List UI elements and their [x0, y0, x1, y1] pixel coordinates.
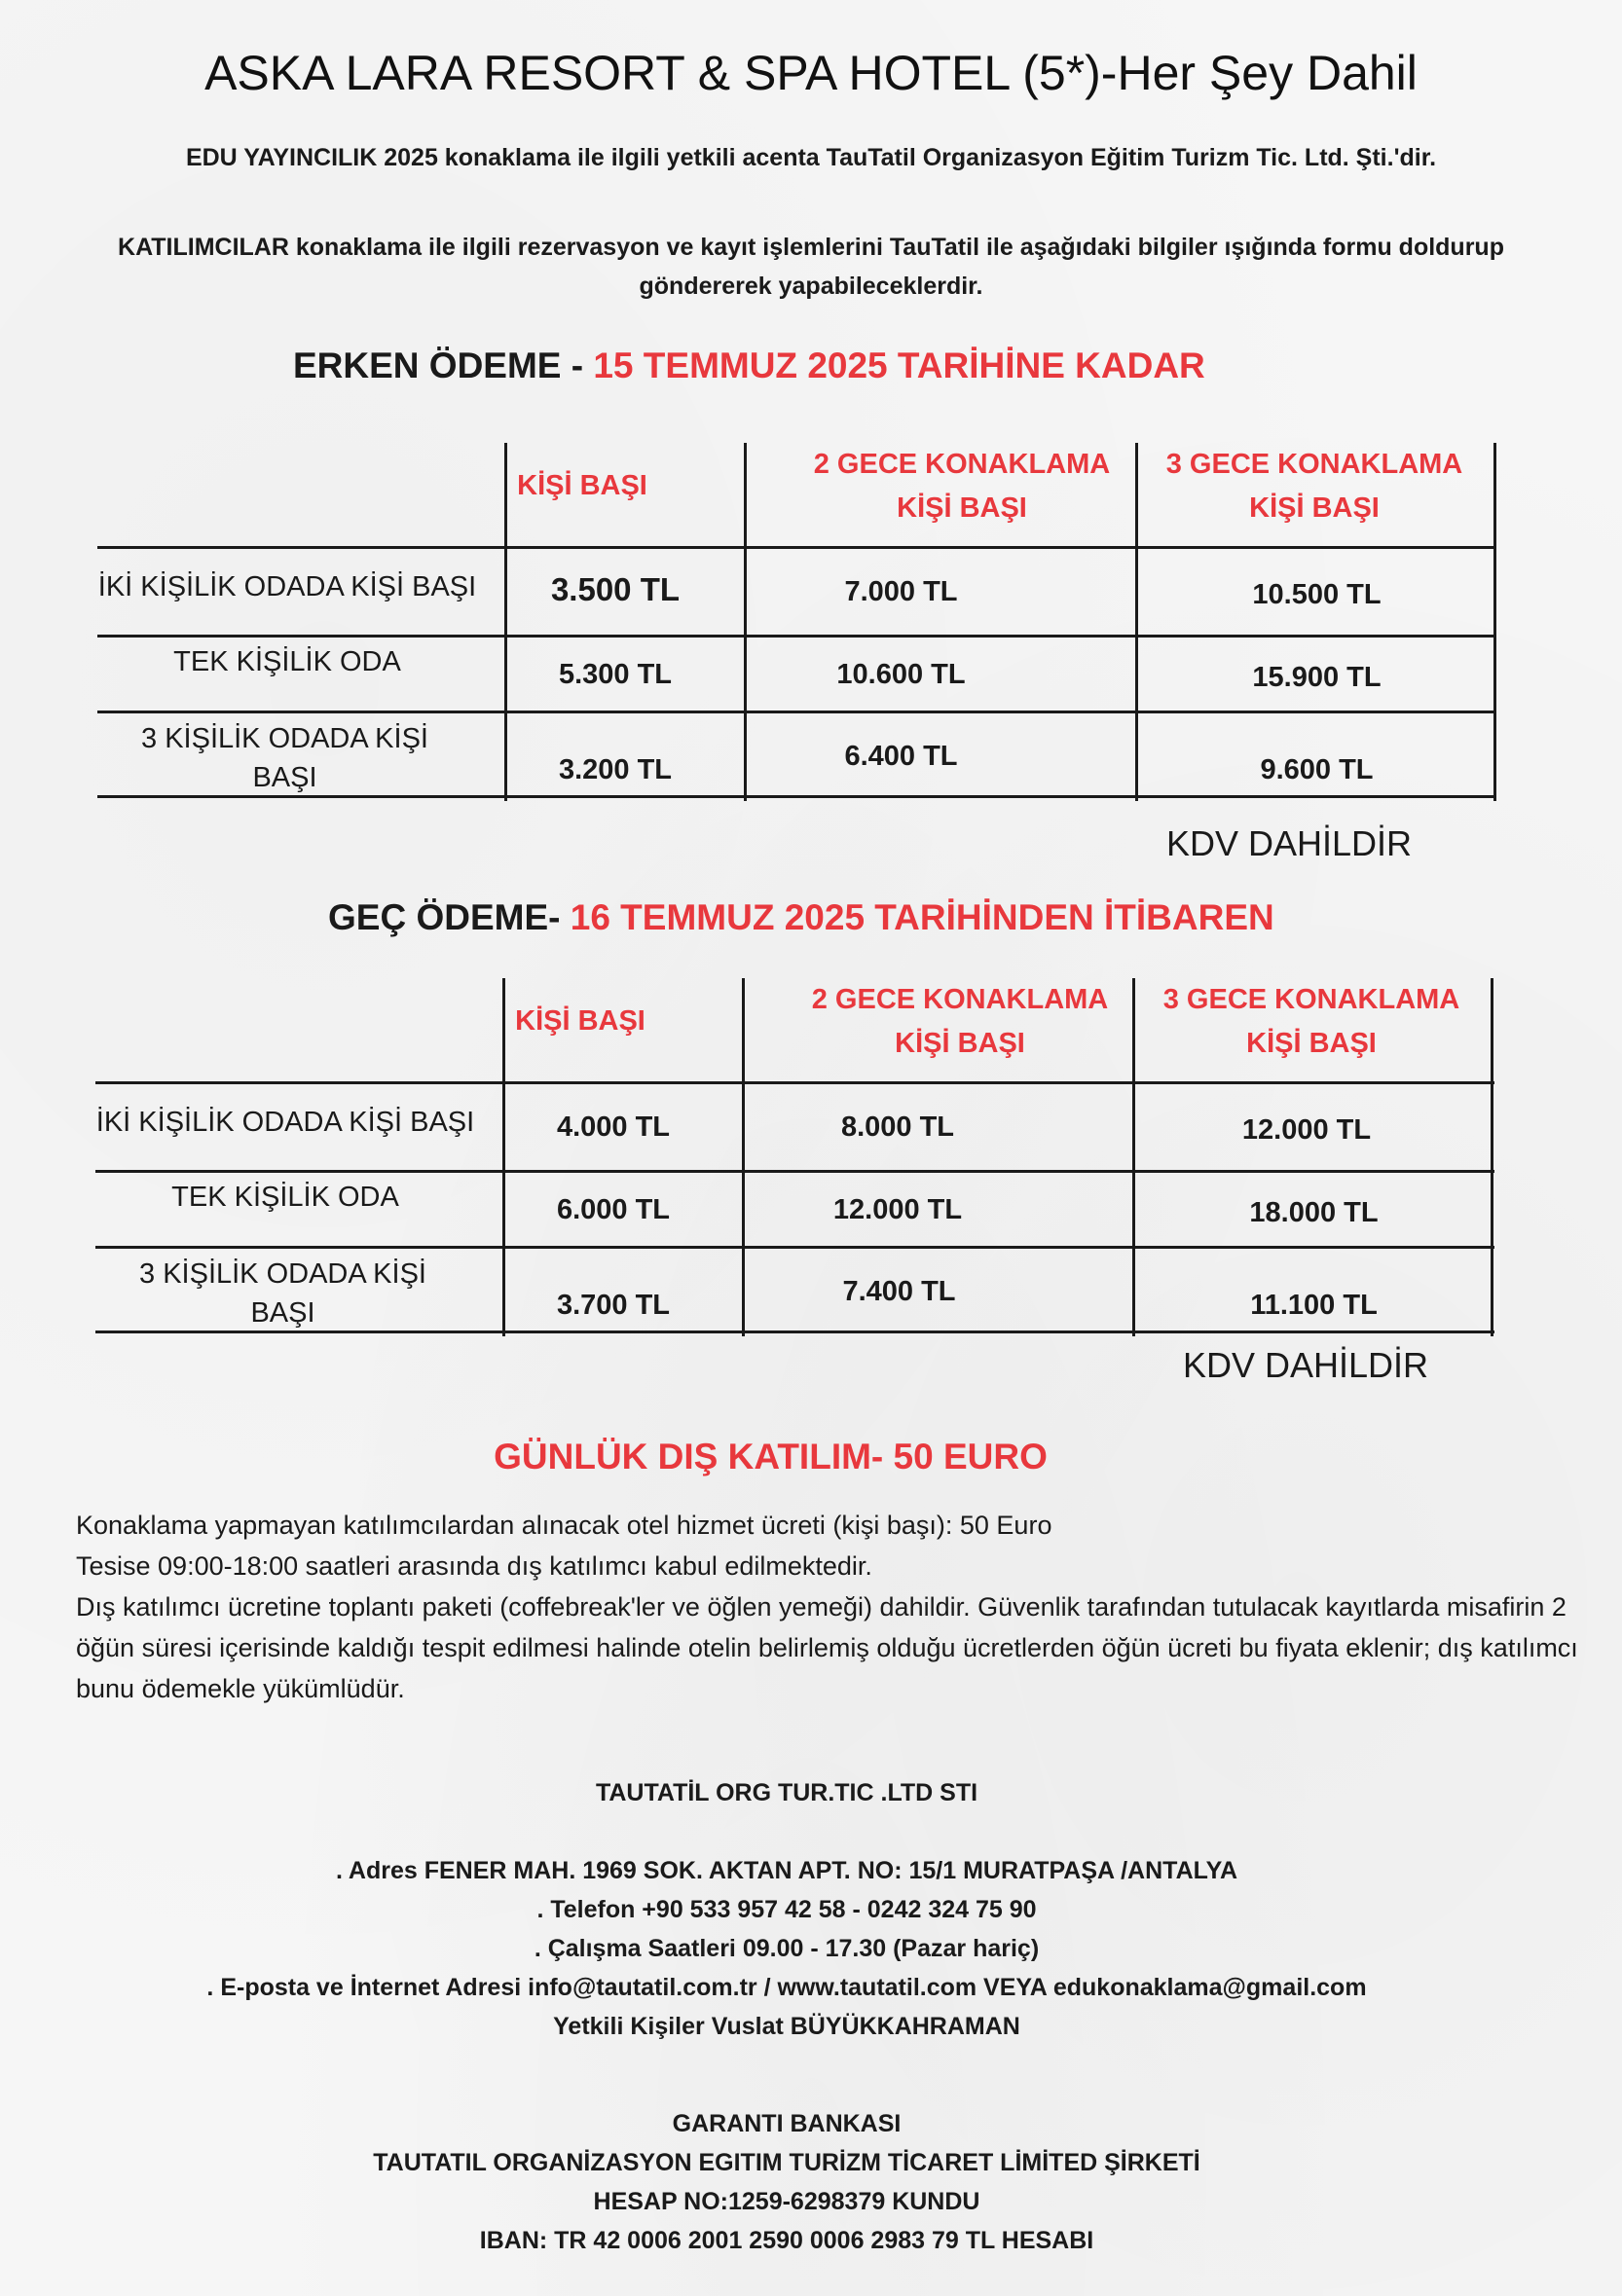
late-single-2: 12.000 TL: [832, 1194, 963, 1225]
company-address: . Adres FENER MAH. 1969 SOK. AKTAN APT. NO: 15/1 MURATPAŞA /ANTALYA: [335, 1857, 1238, 1884]
early-col-2-nights: 2 GECE KONAKLAMA KİŞİ BAŞI: [813, 449, 1111, 524]
early-row-double-label: İKİ KİŞİLİK ODADA KİŞİ BAŞI: [97, 571, 477, 602]
early-triple-3: 9.600 TL: [1260, 754, 1374, 785]
company-contact-person: Yetkili Kişiler Vuslat BÜYÜKKAHRAMAN: [553, 2013, 1020, 2040]
late-heading-label: GEÇ ÖDEME-: [328, 897, 571, 937]
bank-account-holder: TAUTATIL ORGANİZASYON EGITIM TURİZM TİCARET LİMİTED ŞİRKETİ: [373, 2149, 1200, 2176]
late-double-3: 12.000 TL: [1241, 1114, 1372, 1146]
intro-line-b: göndererek yapabileceklerdir.: [639, 273, 983, 300]
bank-iban: IBAN: TR 42 0006 2001 2590 0006 2983 79 TL HESABI: [479, 2227, 1094, 2254]
daily-participation-heading: GÜNLÜK DIŞ KATILIM- 50 EURO: [494, 1437, 1048, 1476]
daily-participation-text: [76, 1505, 1595, 1709]
early-payment-heading: [293, 346, 1205, 386]
late-col-2-nights: 2 GECE KONAKLAMA KİŞİ BAŞI: [811, 984, 1109, 1059]
late-heading-date: 16 TEMMUZ 2025 TARİHİNDEN İTİBAREN: [570, 897, 1274, 937]
early-heading-label: ERKEN ÖDEME -: [293, 346, 594, 385]
early-price-table: [0, 443, 1622, 803]
early-triple-2: 6.400 TL: [844, 741, 958, 772]
late-row-triple-label: 3 KİŞİLİK ODADA KİŞİ BAŞI: [139, 1258, 426, 1329]
daily-line-fee: Konaklama yapmayan katılımcılardan alınacak otel hizmet ücreti (kişi başı): 50 Euro: [76, 1511, 1052, 1540]
early-double-1: 3.500 TL: [550, 571, 681, 607]
early-row-single-label: TEK KİŞİLİK ODA: [173, 646, 401, 677]
bank-account-number: HESAP NO:1259-6298379 KUNDU: [593, 2188, 980, 2215]
late-triple-2: 7.400 TL: [842, 1276, 956, 1307]
early-vat-note: KDV DAHİLDİR: [1166, 823, 1413, 863]
bank-name: GARANTI BANKASI: [672, 2110, 902, 2137]
early-triple-1: 3.200 TL: [558, 754, 673, 785]
late-triple-1: 3.700 TL: [556, 1290, 671, 1321]
early-double-3: 10.500 TL: [1252, 579, 1382, 610]
late-single-1: 6.000 TL: [556, 1194, 671, 1225]
company-email-web: . E-posta ve İnternet Adresi info@tautatil.com.tr / www.tautatil.com VEYA edukonaklama@gmail.com: [206, 1974, 1367, 2001]
page-title: ASKA LARA RESORT & SPA HOTEL (5*)-Her Şey Dahil: [204, 46, 1418, 100]
late-single-3: 18.000 TL: [1249, 1197, 1379, 1228]
company-hours: . Çalışma Saatleri 09.00 - 17.30 (Pazar hariç): [534, 1935, 1040, 1962]
early-single-1: 5.300 TL: [558, 659, 673, 690]
early-row-triple-label: 3 KİŞİLİK ODADA KİŞİ BAŞI: [141, 723, 428, 793]
late-vat-note: KDV DAHİLDİR: [1183, 1345, 1429, 1385]
late-payment-heading: [328, 897, 1274, 938]
late-col-3-nights: 3 GECE KONAKLAMA KİŞİ BAŞI: [1162, 984, 1460, 1059]
early-col-per-person: KİŞİ BAŞI: [517, 470, 647, 501]
intro-agency-line: EDU YAYINCILIK 2025 konaklama ile ilgili yetkili acenta TauTatil Organizasyon Eğitim Turizm Tic. Ltd. Şti.'dir.: [185, 144, 1437, 171]
early-single-3: 15.900 TL: [1252, 662, 1382, 693]
late-row-double-label: İKİ KİŞİLİK ODADA KİŞİ BAŞI: [95, 1107, 475, 1138]
late-double-1: 4.000 TL: [556, 1112, 671, 1143]
early-col-3-nights: 3 GECE KONAKLAMA KİŞİ BAŞI: [1165, 449, 1463, 524]
company-phone: . Telefon +90 533 957 42 58 - 0242 324 75 90: [536, 1896, 1037, 1923]
early-single-2: 10.600 TL: [836, 659, 966, 690]
daily-line-hours: Tesise 09:00-18:00 saatleri arasında dış katılımcı kabul edilmektedir.: [76, 1551, 872, 1581]
late-price-table: [0, 978, 1622, 1338]
intro-participants-text: [0, 228, 1622, 306]
late-row-single-label: TEK KİŞİLİK ODA: [171, 1182, 399, 1213]
early-double-2: 7.000 TL: [844, 576, 958, 607]
company-name: TAUTATİL ORG TUR.TIC .LTD STI: [595, 1779, 978, 1806]
late-double-2: 8.000 TL: [840, 1112, 955, 1143]
daily-line-terms: Dış katılımcı ücretine toplantı paketi (coffebreak'ler ve öğlen yemeği) dahildir. Güvenlik tarafından tutulacak kayıtlarda misafirin 2 öğün süresi içerisinde kaldığı tespit edilmesi halinde otelin belirlemiş olduğu ücretlerden öğün ücreti bu fiyata eklenir; dış katılımcı bunu ödemekle yükümlüdür.: [76, 1592, 1578, 1703]
late-col-per-person: KİŞİ BAŞI: [515, 1005, 645, 1037]
intro-line-a: KATILIMCILAR konaklama ile ilgili rezervasyon ve kayıt işlemlerini TauTatil ile aşağıdaki bilgiler ışığında formu doldurup: [118, 234, 1504, 261]
early-heading-date: 15 TEMMUZ 2025 TARİHİNE KADAR: [593, 346, 1205, 385]
late-triple-3: 11.100 TL: [1250, 1290, 1378, 1321]
